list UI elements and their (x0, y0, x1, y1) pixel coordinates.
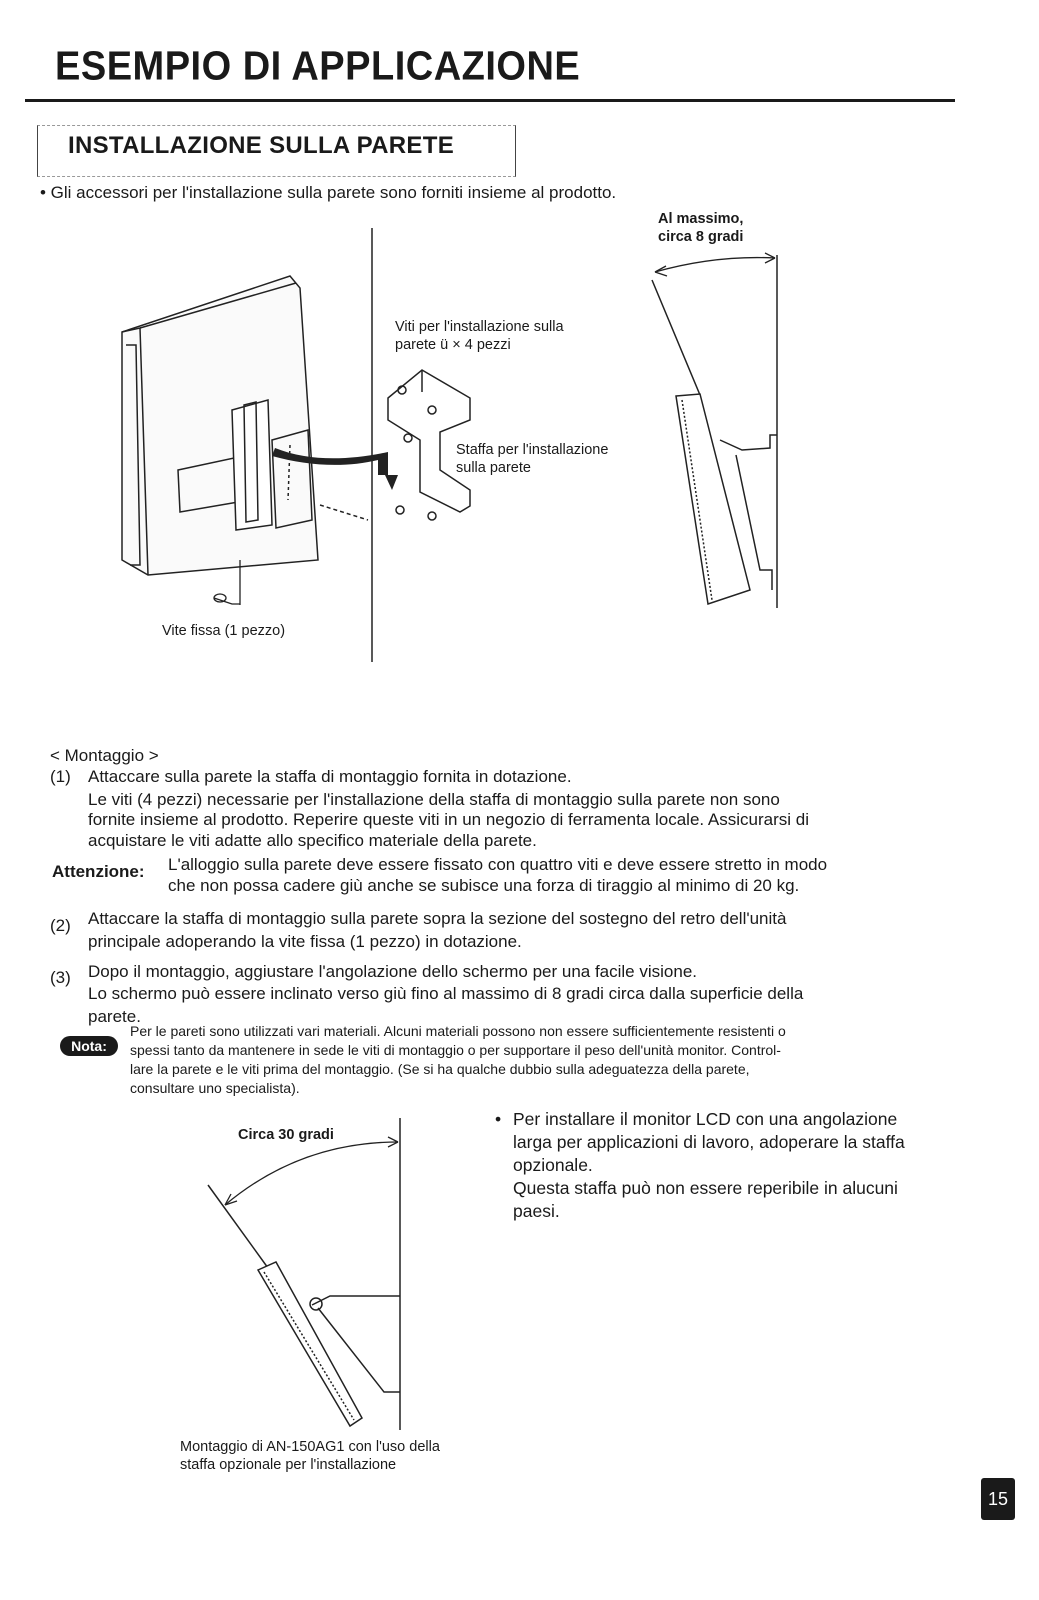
step3-number: (3) (50, 968, 71, 987)
bullet-line1: Per installare il monitor LCD con una angolazione (513, 1109, 898, 1129)
attention-line1: L'alloggio sulla parete deve essere fissato con quattro viti e deve essere stretto in modo (168, 855, 828, 874)
figure2-caption (180, 1438, 440, 1474)
step1-line4: acquistare le viti adatte allo specifico materiale della parete. (88, 831, 537, 850)
note-line2: spessi tanto da mantenere in sede le viti di montaggio o per supportare il peso dell'unità monitor. Control- (130, 1042, 781, 1058)
angle-label-line2: circa 8 gradi (658, 229, 744, 245)
step3-line2: Lo schermo può essere inclinato verso giù fino al massimo di 8 gradi circa dalla superficie della (88, 984, 804, 1003)
bracket-label-line2: sulla parete (456, 460, 531, 476)
step1-number: (1) (50, 767, 71, 786)
step2-line1: Attaccare la staffa di montaggio sulla parete sopra la sezione del sostegno del retro dell'unità (88, 909, 787, 928)
page-title: ESEMPIO DI APPLICAZIONE (55, 44, 581, 90)
section-title: INSTALLAZIONE SULLA PARETE (68, 132, 455, 159)
assembly-heading: < Montaggio > (50, 746, 159, 765)
bullet-line5: paesi. (513, 1201, 560, 1221)
step2-number: (2) (50, 916, 71, 935)
caption-line1: Montaggio di AN-150AG1 con l'uso della (180, 1439, 440, 1455)
note-badge: Nota: (60, 1036, 118, 1056)
note-line1: Per le pareti sono utilizzati vari materiali. Alcuni materiali possono non essere sufficientemente resistenti o (130, 1023, 786, 1039)
bracket-label-line1: Staffa per l'installazione (456, 442, 609, 458)
bullet-line4: Questa staffa può non essere reperibile in alucuni (513, 1178, 898, 1198)
step3-line1: Dopo il montaggio, aggiustare l'angolazione dello schermo per una facile visione. (88, 962, 698, 981)
bullet-line3: opzionale. (513, 1155, 593, 1175)
bullet-marker: • (495, 1109, 502, 1129)
note-line3: lare la parete e le viti prima del montaggio. (Se si ha qualche dubbio sulla adeguatezza della parete, (130, 1061, 750, 1077)
fixed-screw-label: Vite fissa (1 pezzo) (162, 623, 286, 639)
screws-label-line2: parete ü × 4 pezzi (395, 337, 511, 353)
optional-bracket-bullet (495, 1108, 965, 1223)
angle-label-30deg: Circa 30 gradi (238, 1127, 334, 1143)
bullet-line2: larga per applicazioni di lavoro, adoperare la staffa (513, 1132, 905, 1152)
attention-label: Attenzione: (52, 862, 145, 881)
step1-line1: Attaccare sulla parete la staffa di montaggio fornita in dotazione. (88, 767, 572, 786)
step2-line2: principale adoperando la vite fissa (1 pezzo) in dotazione. (88, 932, 522, 951)
step3-line3: parete. (88, 1007, 141, 1026)
screws-label-line1: Viti per l'installazione sulla (395, 319, 564, 335)
step1-line2: Le viti (4 pezzi) necessarie per l'installazione della staffa di montaggio sulla parete non sono (88, 790, 780, 809)
angle-label-line1: Al massimo, (658, 211, 744, 227)
angle-arc-30deg (225, 1137, 398, 1205)
step1-line3: fornite insieme al prodotto. Reperire queste viti in un negozio di ferramenta locale. Assicurarsi di (88, 810, 809, 829)
note-line4: consultare uno specialista). (130, 1080, 300, 1096)
page-number: 15 (981, 1478, 1015, 1520)
attention-line2: che non possa cadere giù anche se subisce una forza di tiraggio al minimo di 20 kg. (168, 876, 800, 895)
caption-line2: staffa opzionale per l'installazione (180, 1457, 397, 1473)
intro-text: • Gli accessori per l'installazione sulla parete sono forniti insieme al prodotto. (40, 183, 617, 202)
